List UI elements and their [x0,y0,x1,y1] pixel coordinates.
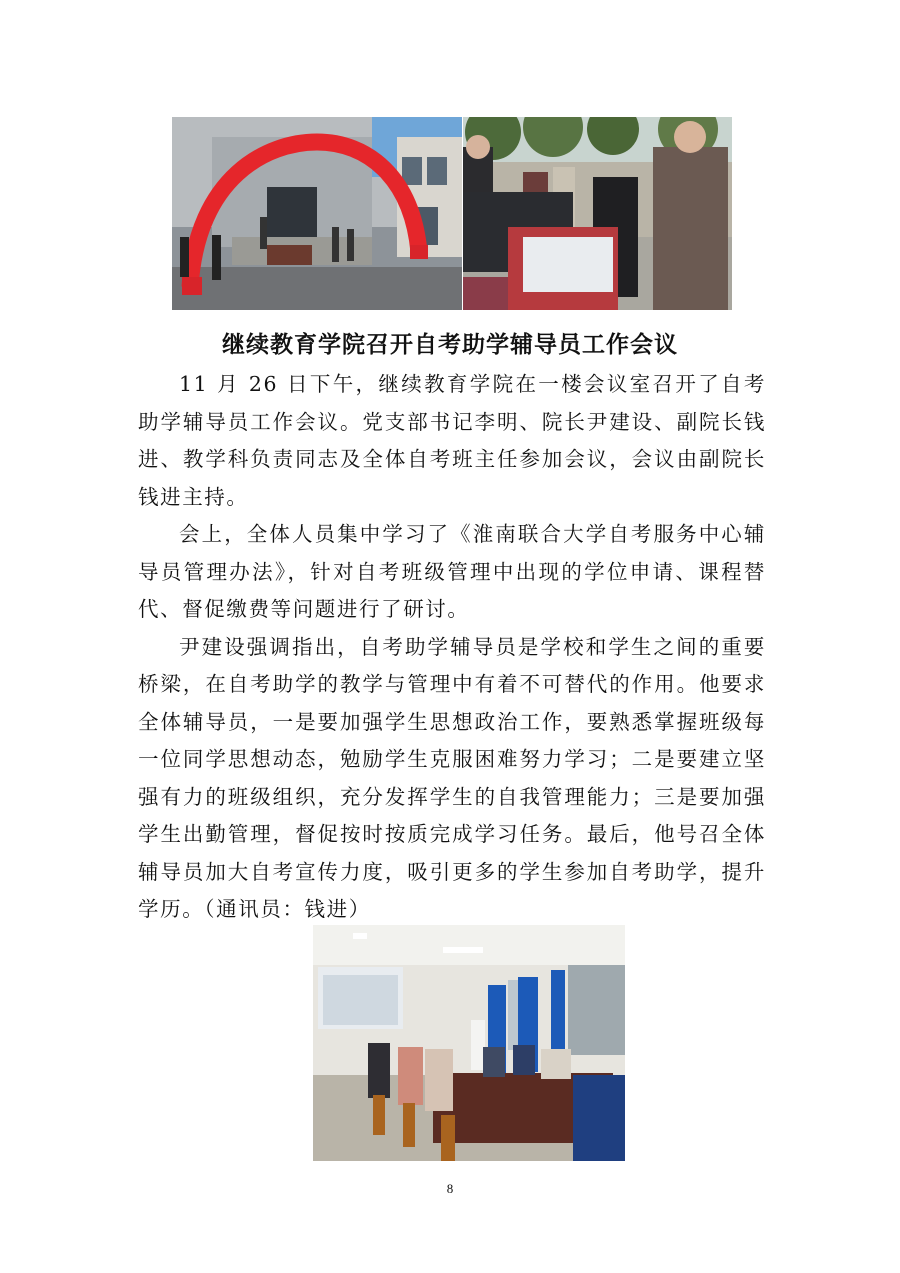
photo-meeting-room [313,925,625,1161]
paragraph-study-discussion: 会上，全体人员集中学习了《淮南联合大学自考服务中心辅导员管理办法》，针对自考班级管理中出现的学位申请、课程替代、督促缴费等问题进行了研讨。 [138,522,766,621]
arch-scene-image [172,117,462,310]
article-body [138,366,766,929]
photo-sign-in-desk [463,117,732,310]
paragraph-meeting-intro: 11 月 26 日下午，继续教育学院在一楼会议室召开了自考助学辅导员工作会议。党支部书记李明、院长尹建设、副院长钱进、教学科负责同志及全体自考班主任参加会议，会议由副院长钱进主持。 [138,372,766,509]
meeting-room-image [313,925,625,1161]
paragraph-speech: 尹建设强调指出，自考助学辅导员是学校和学生之间的重要桥梁，在自考助学的教学与管理中有着不可替代的作用。他要求全体辅导员，一是要加强学生思想政治工作，要熟悉掌握班级每一位同学思想动态，勉励学生克服困难努力学习；二是要建立坚强有力的班级组织，充分发挥学生的自我管理能力；三是要加强学生出勤管理，督促按时按质完成学习任务。最后，他号召全体辅导员加大自考宣传力度，吸引更多的学生参加自考助学，提升学历。（通讯员：钱进） [138,634,766,921]
photo-inflatable-arch [172,117,462,310]
sign-in-scene-image [463,117,732,310]
page-number: 8 [446,1181,454,1196]
article-title: 继续教育学院召开自考助学辅导员工作会议 [222,332,678,358]
